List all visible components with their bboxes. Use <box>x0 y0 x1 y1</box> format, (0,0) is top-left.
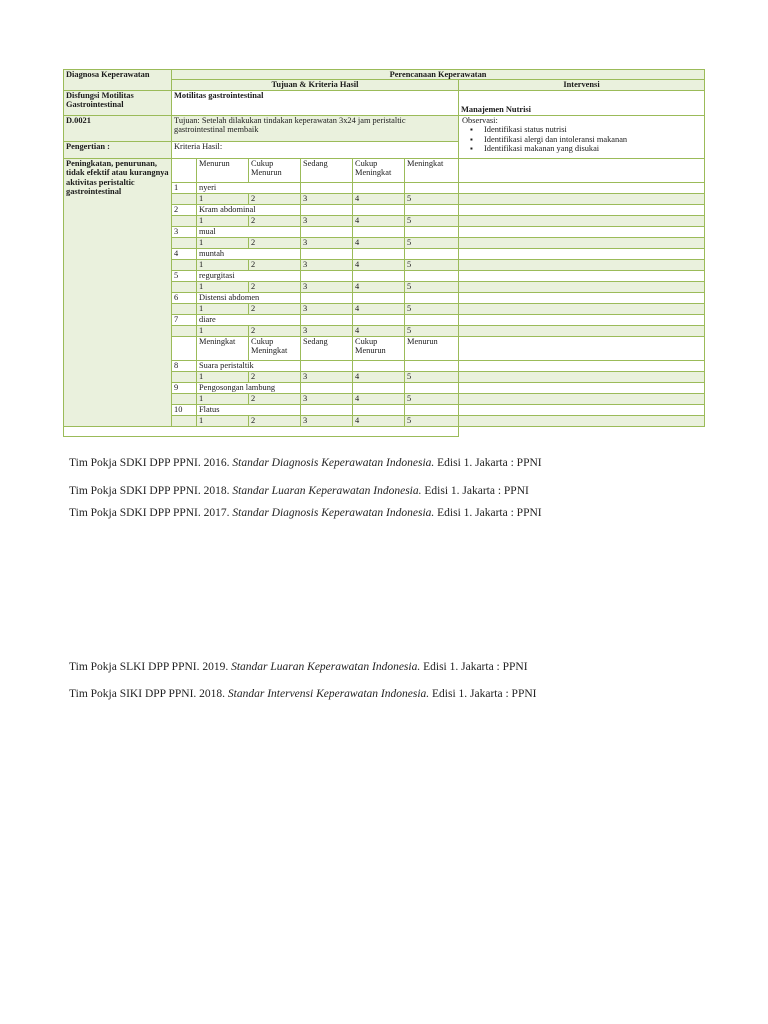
header-tujuan: Tujuan & Kriteria Hasil <box>172 80 459 90</box>
score-value: 3 <box>301 303 353 314</box>
scale-label: Menurun <box>405 336 459 360</box>
intervention-blank <box>459 281 705 292</box>
score-value: 1 <box>197 193 249 204</box>
criteria-number: 9 <box>172 382 197 393</box>
header-diagnosa-cont <box>64 80 172 90</box>
score-value: 2 <box>249 193 301 204</box>
score-value: 4 <box>353 303 405 314</box>
outcome-name: Motilitas gastrointestinal <box>172 90 459 115</box>
intervention-blank <box>459 314 705 325</box>
criteria-name: regurgitasi <box>197 270 301 281</box>
score-value: 1 <box>197 325 249 336</box>
criteria-blank <box>405 270 459 281</box>
score-value: 5 <box>405 393 459 404</box>
reference-author: Tim Pokja SDKI DPP PPNI. 2017. <box>69 507 233 519</box>
criteria-blank <box>301 314 353 325</box>
intervention-blank <box>459 303 705 314</box>
criteria-blank <box>405 292 459 303</box>
score-value: 3 <box>301 371 353 382</box>
criteria-blank <box>301 226 353 237</box>
score-value: 3 <box>301 237 353 248</box>
intervention-blank <box>459 371 705 382</box>
criteria-number: 7 <box>172 314 197 325</box>
score-value: 5 <box>405 371 459 382</box>
intervention-list <box>462 125 701 153</box>
score-lead <box>172 259 197 270</box>
diagnosis-name: Disfungsi Motilitas Gastrointestinal <box>64 90 172 115</box>
score-value: 1 <box>197 259 249 270</box>
criteria-blank <box>405 226 459 237</box>
score-value: 3 <box>301 281 353 292</box>
score-value: 2 <box>249 325 301 336</box>
criteria-blank <box>301 270 353 281</box>
reference-author: Tim Pokja SDKI DPP PPNI. 2016. <box>69 457 233 469</box>
scale-label: Sedang <box>301 158 353 182</box>
score-value: 4 <box>353 259 405 270</box>
criteria-blank <box>405 382 459 393</box>
scale-label: Cukup Meningkat <box>353 158 405 182</box>
score-value: 5 <box>405 193 459 204</box>
intervention-blank <box>459 404 705 415</box>
intervention-item: ▪ Identifikasi alergi dan intoleransi makanan <box>484 135 701 144</box>
criteria-blank <box>353 248 405 259</box>
intervention-blank <box>459 336 705 360</box>
score-value: 4 <box>353 193 405 204</box>
table-end <box>64 426 459 436</box>
reference-title: Standar Luaran Keperawatan Indonesia. <box>231 661 421 673</box>
criteria-blank <box>301 382 353 393</box>
criteria-blank <box>353 204 405 215</box>
table-row <box>64 426 705 436</box>
criteria-blank <box>301 360 353 371</box>
score-value: 1 <box>197 303 249 314</box>
scale-label: Cukup Menurun <box>353 336 405 360</box>
reference-title: Standar Diagnosis Keperawatan Indonesia. <box>232 507 435 519</box>
intervention-blank <box>459 182 705 193</box>
score-value: 3 <box>301 393 353 404</box>
intervention-blank <box>459 204 705 215</box>
criteria-blank <box>301 292 353 303</box>
score-value: 4 <box>353 215 405 226</box>
criteria-blank <box>353 292 405 303</box>
score-value: 5 <box>405 259 459 270</box>
criteria-name: Kram abdominal <box>197 204 301 215</box>
score-value: 4 <box>353 325 405 336</box>
criteria-blank <box>353 226 405 237</box>
score-value: 2 <box>249 393 301 404</box>
score-value: 1 <box>197 415 249 426</box>
score-value: 3 <box>301 415 353 426</box>
header-diagnosa: Diagnosa Keperawatan <box>64 70 172 80</box>
criteria-name: Distensi abdomen <box>197 292 301 303</box>
criteria-blank <box>301 248 353 259</box>
reference-author: Tim Pokja SLKI DPP PPNI. 2019. <box>69 661 232 673</box>
criteria-number: 4 <box>172 248 197 259</box>
intervention-blank <box>459 415 705 426</box>
kriteria-label: Kriteria Hasil: <box>172 141 459 158</box>
intervention-blank <box>459 259 705 270</box>
score-value: 5 <box>405 303 459 314</box>
criteria-blank <box>405 248 459 259</box>
score-value: 2 <box>249 215 301 226</box>
pengertian-text: Peningkatan, penurunan, tidak efektif atau kurangnya aktivitas peristaltic gastrointestinal <box>64 158 172 426</box>
score-lead <box>172 415 197 426</box>
intervention-blank <box>459 226 705 237</box>
intervention-blank <box>459 325 705 336</box>
criteria-blank <box>353 270 405 281</box>
reference-entry <box>69 507 542 519</box>
score-value: 2 <box>249 237 301 248</box>
score-value: 5 <box>405 281 459 292</box>
score-value: 4 <box>353 281 405 292</box>
criteria-blank <box>405 404 459 415</box>
scale-label: Meningkat <box>405 158 459 182</box>
score-value: 2 <box>249 281 301 292</box>
score-lead <box>172 193 197 204</box>
criteria-number: 10 <box>172 404 197 415</box>
scale-label: Menurun <box>197 158 249 182</box>
score-value: 5 <box>405 325 459 336</box>
intervention-blank <box>459 237 705 248</box>
criteria-blank <box>353 314 405 325</box>
score-lead <box>172 281 197 292</box>
reference-edition: Edisi 1. Jakarta : PPNI <box>434 457 542 469</box>
criteria-number: 3 <box>172 226 197 237</box>
scale-label: Cukup Menurun <box>249 158 301 182</box>
criteria-blank <box>405 360 459 371</box>
score-lead <box>172 325 197 336</box>
score-value: 3 <box>301 259 353 270</box>
score-lead <box>172 371 197 382</box>
criteria-name: Suara peristaltik <box>197 360 301 371</box>
score-value: 3 <box>301 193 353 204</box>
score-value: 4 <box>353 415 405 426</box>
reference-edition: Edisi 1. Jakarta : PPNI <box>434 507 542 519</box>
intervention-title: Manajemen Nutrisi <box>459 90 705 115</box>
criteria-name: mual <box>197 226 301 237</box>
intervention-blank <box>459 393 705 404</box>
table-row <box>64 158 705 182</box>
score-value: 1 <box>197 393 249 404</box>
score-value: 2 <box>249 259 301 270</box>
score-value: 1 <box>197 215 249 226</box>
diagnosis-code: D.0021 <box>64 115 172 141</box>
score-value: 2 <box>249 371 301 382</box>
reference-edition: Edisi 1. Jakarta : PPNI <box>421 485 529 497</box>
reference-title: Standar Diagnosis Keperawatan Indonesia. <box>232 457 435 469</box>
intervention-cell <box>459 115 705 158</box>
criteria-blank <box>353 182 405 193</box>
criteria-blank <box>301 204 353 215</box>
intervention-blank <box>459 360 705 371</box>
reference-edition: Edisi 1. Jakarta : PPNI <box>420 661 528 673</box>
criteria-number: 5 <box>172 270 197 281</box>
intervention-blank <box>459 270 705 281</box>
criteria-number: 1 <box>172 182 197 193</box>
intervention-end <box>459 426 705 436</box>
score-value: 2 <box>249 303 301 314</box>
score-value: 5 <box>405 415 459 426</box>
reference-edition: Edisi 1. Jakarta : PPNI <box>429 688 537 700</box>
criteria-number: 8 <box>172 360 197 371</box>
criteria-blank <box>353 360 405 371</box>
score-lead <box>172 393 197 404</box>
criteria-number: 2 <box>172 204 197 215</box>
scale-label: Sedang <box>301 336 353 360</box>
reference-title: Standar Luaran Keperawatan Indonesia. <box>232 485 422 497</box>
intervention-blank <box>459 193 705 204</box>
criteria-blank <box>353 404 405 415</box>
reference-entry <box>69 457 542 469</box>
criteria-blank <box>301 182 353 193</box>
score-lead <box>172 237 197 248</box>
score-value: 3 <box>301 215 353 226</box>
score-lead <box>172 215 197 226</box>
score-value: 5 <box>405 237 459 248</box>
score-value: 4 <box>353 371 405 382</box>
tujuan-text: Tujuan: Setelah dilakukan tindakan keperawatan 3x24 jam peristaltic gastrointestinal membaik <box>172 115 459 141</box>
reference-entry <box>69 688 536 700</box>
score-value: 4 <box>353 237 405 248</box>
intervention-item: ▪ Identifikasi makanan yang disukai <box>484 144 701 153</box>
reference-title: Standar Intervensi Keperawatan Indonesia. <box>227 688 430 700</box>
scale-spacer <box>172 336 197 360</box>
score-value: 3 <box>301 325 353 336</box>
reference-entry <box>69 661 528 673</box>
intervention-blank <box>459 215 705 226</box>
reference-author: Tim Pokja SIKI DPP PPNI. 2018. <box>69 688 228 700</box>
criteria-name: diare <box>197 314 301 325</box>
observasi-label: Observasi: <box>462 115 498 125</box>
reference-entry <box>69 485 529 497</box>
intervention-blank <box>459 382 705 393</box>
criteria-name: Pengosongan lambung <box>197 382 301 393</box>
intervention-item: ▪ Identifikasi status nutrisi <box>484 125 701 134</box>
criteria-number: 6 <box>172 292 197 303</box>
scale-label: Meningkat <box>197 336 249 360</box>
scale-label: Cukup Meningkat <box>249 336 301 360</box>
score-value: 4 <box>353 393 405 404</box>
criteria-name: Flatus <box>197 404 301 415</box>
score-value: 5 <box>405 215 459 226</box>
criteria-blank <box>405 204 459 215</box>
criteria-blank <box>353 382 405 393</box>
criteria-blank <box>301 404 353 415</box>
header-perencanaan: Perencanaan Keperawatan <box>172 70 705 80</box>
criteria-blank <box>405 182 459 193</box>
scale-spacer <box>172 158 197 182</box>
criteria-blank <box>405 314 459 325</box>
score-value: 2 <box>249 415 301 426</box>
score-value: 1 <box>197 281 249 292</box>
score-value: 1 <box>197 371 249 382</box>
intervention-blank <box>459 248 705 259</box>
header-intervensi: Intervensi <box>459 80 705 90</box>
intervention-blank <box>459 158 705 182</box>
intervention-blank <box>459 292 705 303</box>
score-value: 1 <box>197 237 249 248</box>
criteria-name: nyeri <box>197 182 301 193</box>
care-plan-table <box>63 69 705 437</box>
score-lead <box>172 303 197 314</box>
reference-author: Tim Pokja SDKI DPP PPNI. 2018. <box>69 485 233 497</box>
pengertian-label: Pengertian : <box>64 141 172 158</box>
criteria-name: muntah <box>197 248 301 259</box>
